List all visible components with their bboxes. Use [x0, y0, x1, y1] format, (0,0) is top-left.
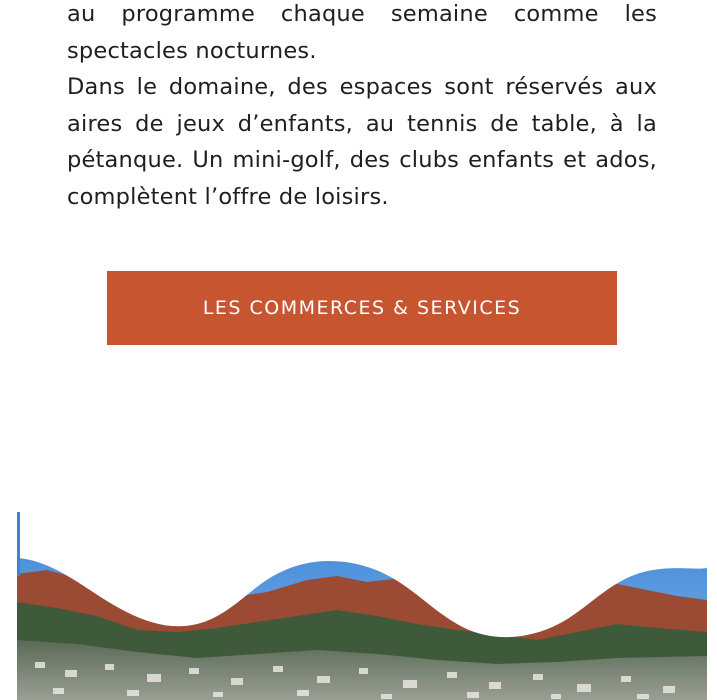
paragraph-continuation: au programme chaque semaine comme les spectacles nocturnes.: [67, 1, 657, 64]
paragraph-leisure-spaces: Dans le domaine, des espaces sont réservés aux aires de jeux d’enfants, au tennis de table, à la pétanque. Un mini-golf, des clubs enfants et ados, complètent l’offre de loisirs.: [67, 74, 657, 210]
landscape-photo: [17, 512, 707, 700]
shops-services-button[interactable]: LES COMMERCES & SERVICES: [107, 271, 617, 345]
leisure-description: [67, 0, 657, 215]
